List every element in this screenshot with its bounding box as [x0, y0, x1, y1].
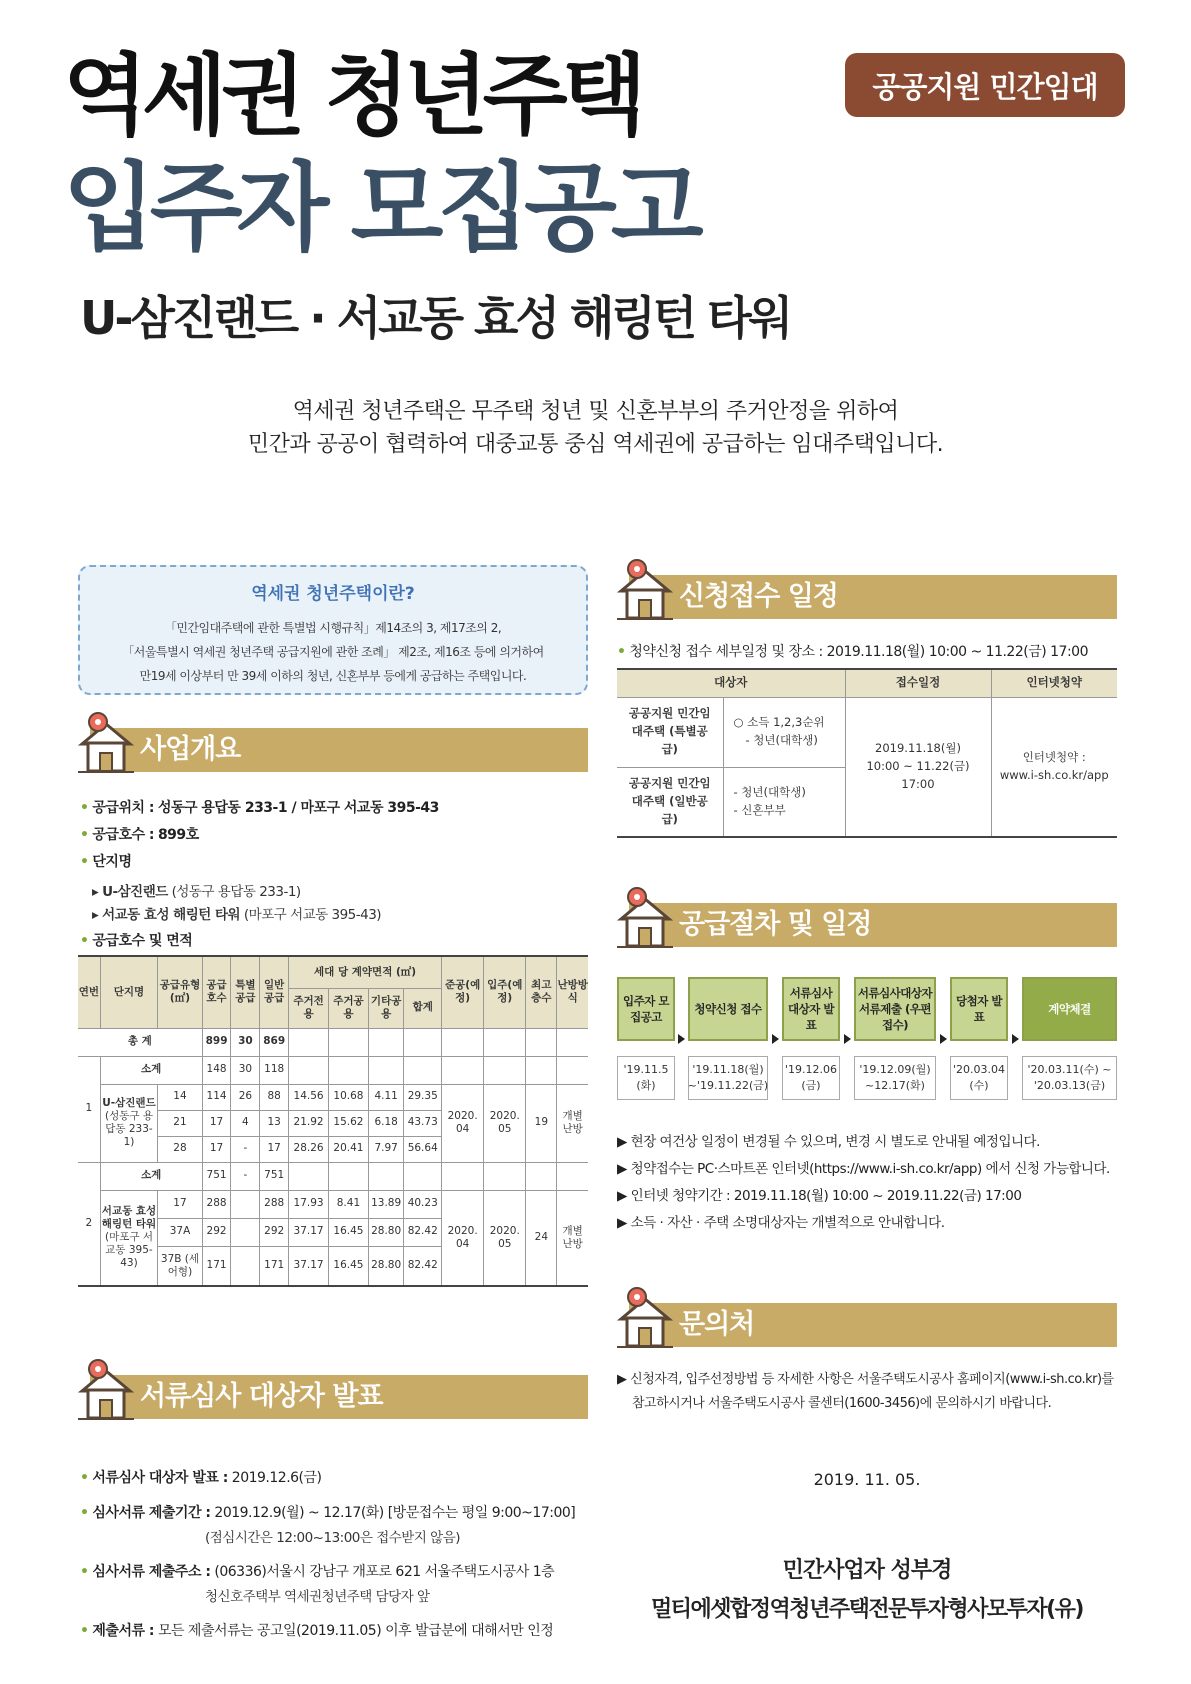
section-contact	[617, 1293, 1117, 1345]
value: (06336)서울시 강남구 개포로 621 서울주택도시공사 1층	[214, 1564, 555, 1580]
label: 공급위치 :	[92, 800, 154, 816]
intro-line1: 역세권 청년주택은 무주택 청년 및 신혼부부의 주거안정을 위하여	[292, 399, 899, 424]
cell: 10.68	[329, 1084, 369, 1110]
th-type: 공급유형(㎡)	[158, 956, 202, 1028]
house-pin-icon	[78, 1357, 134, 1423]
step-date-2: '19.11.18(월) ~'19.11.22(금)	[688, 1056, 768, 1100]
value: 2019.12.9(월) ~ 12.17(화) [방문접수는 평일 9:00~17:00]	[214, 1505, 576, 1521]
cell: 17	[158, 1190, 202, 1218]
th-date: 접수일정	[845, 669, 991, 697]
cell: 6.18	[368, 1110, 403, 1136]
cell: 40.23	[404, 1190, 442, 1218]
arrow-icon	[844, 1034, 851, 1044]
value: 899호	[157, 827, 199, 843]
overview-location: • 공급위치 : 성동구 용답동 233-1 / 마포구 서교동 395-43	[80, 800, 439, 816]
procedure-note: ▶ 소득 · 자산 · 주택 소명대상자는 개별적으로 안내합니다.	[617, 1215, 945, 1231]
complex-addr: (마포구 서교동 395-43)	[243, 907, 382, 923]
th-target: 대상자	[617, 669, 845, 697]
complex-name: 서교동 효성 해링턴 타워	[102, 907, 241, 923]
section-title: 사업개요	[140, 734, 241, 765]
complex-cell	[100, 1190, 158, 1286]
section-title: 신청접수 일정	[679, 581, 838, 612]
cell: 88	[260, 1084, 289, 1110]
house-pin-icon	[617, 885, 673, 951]
label: 심사서류 제출기간 :	[92, 1505, 211, 1521]
value: 모든 제출서류는 공고일(2019.11.05) 이후 발급분에 대해서만 인정	[157, 1623, 554, 1639]
cell: 292	[260, 1218, 289, 1246]
cell: 288	[202, 1190, 231, 1218]
complex2: ▸ 서교동 효성 해링턴 타워 (마포구 서교동 395-43)	[92, 907, 382, 923]
cell: 2019.11.18(월) 10:00 ~ 11.22(금) 17:00	[845, 697, 991, 837]
category-badge: 공공지원 민간임대	[845, 53, 1125, 117]
cell: 17.93	[289, 1190, 329, 1218]
footer-org1: 민간사업자 성부경	[782, 1558, 952, 1583]
house-pin-icon	[617, 1285, 673, 1351]
step-6: 계약체결	[1022, 977, 1117, 1041]
section-procedure	[617, 893, 1117, 945]
complex-addr: (성동구 용답동 233-1)	[104, 1109, 153, 1149]
th-floor: 최고층수	[526, 956, 557, 1028]
cell: 공공지원 민간임대주택 (특별공급)	[617, 697, 723, 767]
section-title: 공급절차 및 일정	[679, 909, 872, 940]
cell: 개별 난방	[557, 1190, 588, 1286]
value: 성동구 용답동 233-1 / 마포구 서교동 395-43	[157, 800, 439, 816]
cell: 24	[526, 1190, 557, 1286]
subtotal-label: 소계	[100, 1162, 202, 1190]
definition-line: 「민간임대주택에 관한 특별법 시행규칙」제14조의 3, 제17조의 2,	[164, 621, 502, 635]
cell: 개별 난방	[557, 1084, 588, 1162]
title-line1: 역세권 청년주택	[63, 44, 641, 147]
web-label: 인터넷청약 :	[1022, 749, 1086, 764]
cell: 16.45	[329, 1246, 369, 1286]
cell	[723, 697, 845, 767]
th-complete: 준공(예정)	[442, 956, 484, 1028]
cell: 37.17	[289, 1218, 329, 1246]
table-row	[78, 1056, 588, 1084]
th-etc: 기타공용	[368, 988, 403, 1028]
cell: 29.35	[404, 1084, 442, 1110]
target-line: ○ 소득 1,2,3순위	[733, 715, 825, 730]
procedure-note: ▶ 현장 여건상 일정이 변경될 수 있으며, 변경 시 별도로 안내될 예정입니다.	[617, 1134, 1040, 1150]
table-row	[78, 1162, 588, 1190]
label: 단지명	[92, 854, 132, 870]
screening-address: • 심사서류 제출주소 : (06336)서울시 강남구 개포로 621 서울주택도시공사 1층	[80, 1564, 555, 1580]
th-area: 세대 당 계약면적 (㎡)	[289, 956, 442, 988]
section-screening	[78, 1365, 588, 1417]
th-special: 특별공급	[231, 956, 260, 1028]
complex-addr: (성동구 용답동 233-1)	[171, 884, 301, 900]
row-no: 1	[78, 1056, 100, 1162]
complex-addr: (마포구 서교동 395-43)	[104, 1231, 153, 1270]
value: 2019.12.6(금)	[231, 1470, 322, 1486]
cell: 899	[202, 1028, 231, 1056]
cell: 7.97	[368, 1136, 403, 1162]
label: 공급호수 및 면적	[92, 933, 193, 949]
section-overview	[78, 718, 588, 770]
complex-name: 서교동 효성 해링턴 타워	[101, 1204, 157, 1231]
cell: 8.41	[329, 1190, 369, 1218]
step-1: 입주자 모집공고	[617, 977, 675, 1041]
cell: 292	[202, 1218, 231, 1246]
cell	[231, 1190, 260, 1218]
cell: 114	[202, 1084, 231, 1110]
intro-line2: 민간과 공공이 협력하여 대중교통 중심 역세권에 공급하는 임대주택입니다.	[247, 432, 944, 457]
application-table	[617, 668, 1117, 838]
subtotal-label: 소계	[100, 1056, 202, 1084]
th-name: 단지명	[100, 956, 158, 1028]
total-label: 총 계	[78, 1028, 202, 1056]
cell: -	[231, 1136, 260, 1162]
footer-date: 2019. 11. 05.	[813, 1470, 921, 1489]
cell: 2020. 05	[484, 1084, 526, 1162]
cell: 14	[158, 1084, 202, 1110]
arrow-icon	[940, 1034, 947, 1044]
cell: 26	[231, 1084, 260, 1110]
cell: 17	[202, 1110, 231, 1136]
house-pin-icon	[617, 557, 673, 623]
supply-table	[78, 955, 588, 1287]
application-detail: • 청약신청 접수 세부일정 및 장소 : 2019.11.18(월) 10:00 ~ 11.22(금) 17:00	[617, 644, 1088, 660]
complex-cell	[100, 1084, 158, 1162]
complex-name: U-삼진랜드	[102, 1096, 156, 1109]
section-application	[617, 565, 1117, 617]
cell: 28.26	[289, 1136, 329, 1162]
cell: 2020. 04	[442, 1190, 484, 1286]
screening-docs: • 제출서류 : 모든 제출서류는 공고일(2019.11.05) 이후 발급분에 대해서만 인정	[80, 1623, 554, 1639]
contact-line2: 참고하시거나 서울주택도시공사 콜센터(1600-3456)에 문의하시기 바랍니다.	[632, 1396, 1052, 1411]
cell: 13.89	[368, 1190, 403, 1218]
cell: 37.17	[289, 1246, 329, 1286]
definition-title: 역세권 청년주택이란?	[251, 584, 415, 604]
procedure-note: ▶ 청약접수는 PC·스마트폰 인터넷(https://www.i-sh.co.kr/app) 에서 신청 가능합니다.	[617, 1161, 1110, 1177]
table-row	[617, 697, 1117, 767]
th-shared: 주거공용	[329, 988, 369, 1028]
definition-box	[78, 565, 588, 695]
table-row	[78, 1190, 588, 1218]
table-row	[78, 1084, 588, 1110]
cell: 13	[260, 1110, 289, 1136]
step-date-6: '20.03.11(수) ~ '20.03.13(금)	[1022, 1056, 1117, 1100]
cell: 751	[260, 1162, 289, 1190]
step-2: 청약신청 접수	[688, 977, 768, 1041]
complex-name: U-삼진랜드	[102, 884, 168, 900]
cell	[723, 767, 845, 837]
label: 서류심사 대상자 발표 :	[92, 1470, 228, 1486]
cell: 15.62	[329, 1110, 369, 1136]
cell: 2020. 05	[484, 1190, 526, 1286]
th-no: 연번	[78, 956, 100, 1028]
step-date-4: '19.12.09(월) ~12.17(화)	[854, 1056, 936, 1100]
overview-complex: • 단지명	[80, 854, 132, 870]
cell: 56.64	[404, 1136, 442, 1162]
cell: 20.41	[329, 1136, 369, 1162]
cell: 19	[526, 1084, 557, 1162]
th-web: 인터넷청약	[991, 669, 1117, 697]
th-general: 일반공급	[260, 956, 289, 1028]
label: 제출서류 :	[92, 1623, 154, 1639]
cell: 30	[231, 1056, 260, 1084]
cell: 28.80	[368, 1246, 403, 1286]
step-3: 서류심사 대상자 발표	[782, 977, 840, 1041]
subtitle: U-삼진랜드 · 서교동 효성 해링턴 타워	[80, 291, 791, 345]
target-line: - 청년(대학생)	[745, 733, 818, 747]
definition-text	[80, 616, 586, 688]
th-supply: 공급호수	[202, 956, 231, 1028]
cell	[231, 1218, 260, 1246]
intro-text	[0, 395, 1191, 461]
screening-announce: • 서류심사 대상자 발표 : 2019.12.6(금)	[80, 1470, 322, 1486]
footer-org2: 멀티에셋합정역청년주택전문투자형사모투자(유)	[651, 1597, 1083, 1622]
screening-period-note: (점심시간은 12:00~13:00은 접수받지 않음)	[205, 1530, 461, 1546]
cell	[231, 1246, 260, 1286]
cell: 공공지원 민간임대주택 (일반공급)	[617, 767, 723, 837]
web-link[interactable]: www.i-sh.co.kr/app	[999, 767, 1109, 782]
value: 청약신청 접수 세부일정 및 장소 : 2019.11.18(월) 10:00 ~ 11.22(금) 17:00	[629, 644, 1088, 660]
screening-period: • 심사서류 제출기간 : 2019.12.9(월) ~ 12.17(화) [방문접수는 평일 9:00~17:00]	[80, 1505, 576, 1521]
definition-line: 「서울특별시 역세권 청년주택 공급지원에 관한 조례」 제2조, 제16조 등에 의거하여	[122, 645, 544, 659]
step-date-3: '19.12.06 (금)	[782, 1056, 840, 1100]
contact-line1: ▶ 신청자격, 입주선정방법 등 자세한 사항은 서울주택도시공사 홈페이지(www.i-sh.co.kr)를	[617, 1372, 1114, 1387]
cell: 4	[231, 1110, 260, 1136]
label: 심사서류 제출주소 :	[92, 1564, 211, 1580]
cell: 21.92	[289, 1110, 329, 1136]
th-sum: 합계	[404, 988, 442, 1028]
target-line: - 신혼부부	[733, 802, 786, 817]
cell: 37B (세어형)	[158, 1246, 202, 1286]
label: 공급호수 :	[92, 827, 154, 843]
th-heat: 난방방식	[557, 956, 588, 1028]
cell: 82.42	[404, 1218, 442, 1246]
cell: 28	[158, 1136, 202, 1162]
complex1: ▸ U-삼진랜드 (성동구 용답동 233-1)	[92, 884, 301, 900]
definition-line: 만19세 이상부터 만 39세 이하의 청년, 신혼부부 등에게 공급하는 주택입니다.	[139, 669, 527, 683]
title-line2: 입주자 모집공고	[63, 152, 698, 264]
cell	[991, 697, 1117, 837]
table-row	[78, 1028, 588, 1056]
row-no: 2	[78, 1162, 100, 1286]
cell: 37A	[158, 1218, 202, 1246]
procedure-note: ▶ 인터넷 청약기간 : 2019.11.18(월) 10:00 ~ 2019.11.22(금) 17:00	[617, 1188, 1022, 1204]
cell: 171	[202, 1246, 231, 1286]
section-title: 문의처	[679, 1309, 755, 1340]
overview-units: • 공급호수 : 899호	[80, 827, 199, 843]
cell: 751	[202, 1162, 231, 1190]
arrow-icon	[678, 1034, 685, 1044]
step-5: 당첨자 발표	[950, 977, 1008, 1041]
cell: 16.45	[329, 1218, 369, 1246]
cell: 43.73	[404, 1110, 442, 1136]
cell: 4.11	[368, 1084, 403, 1110]
cell: 148	[202, 1056, 231, 1084]
target-line: - 청년(대학생)	[733, 784, 806, 799]
cell: 288	[260, 1190, 289, 1218]
cell: 118	[260, 1056, 289, 1084]
cell: 17	[260, 1136, 289, 1162]
step-date-1: '19.11.5 (화)	[617, 1056, 675, 1100]
section-title: 서류심사 대상자 발표	[140, 1381, 383, 1412]
step-4: 서류심사대상자 서류제출 (우편접수)	[854, 977, 936, 1041]
cell: 21	[158, 1110, 202, 1136]
cell: -	[231, 1162, 260, 1190]
screening-address-note: 청신호주택부 역세권청년주택 담당자 앞	[205, 1589, 430, 1605]
cell: 2020. 04	[442, 1084, 484, 1162]
cell: 28.80	[368, 1218, 403, 1246]
overview-area: • 공급호수 및 면적	[80, 933, 193, 949]
cell: 82.42	[404, 1246, 442, 1286]
th-private: 주거전용	[289, 988, 329, 1028]
step-date-5: '20.03.04 (수)	[950, 1056, 1008, 1100]
arrow-icon	[772, 1034, 779, 1044]
cell: 30	[231, 1028, 260, 1056]
cell: 869	[260, 1028, 289, 1056]
cell: 14.56	[289, 1084, 329, 1110]
cell: 17	[202, 1136, 231, 1162]
cell: 171	[260, 1246, 289, 1286]
arrow-icon	[1012, 1034, 1019, 1044]
th-move: 입주(예정)	[484, 956, 526, 1028]
house-pin-icon	[78, 710, 134, 776]
